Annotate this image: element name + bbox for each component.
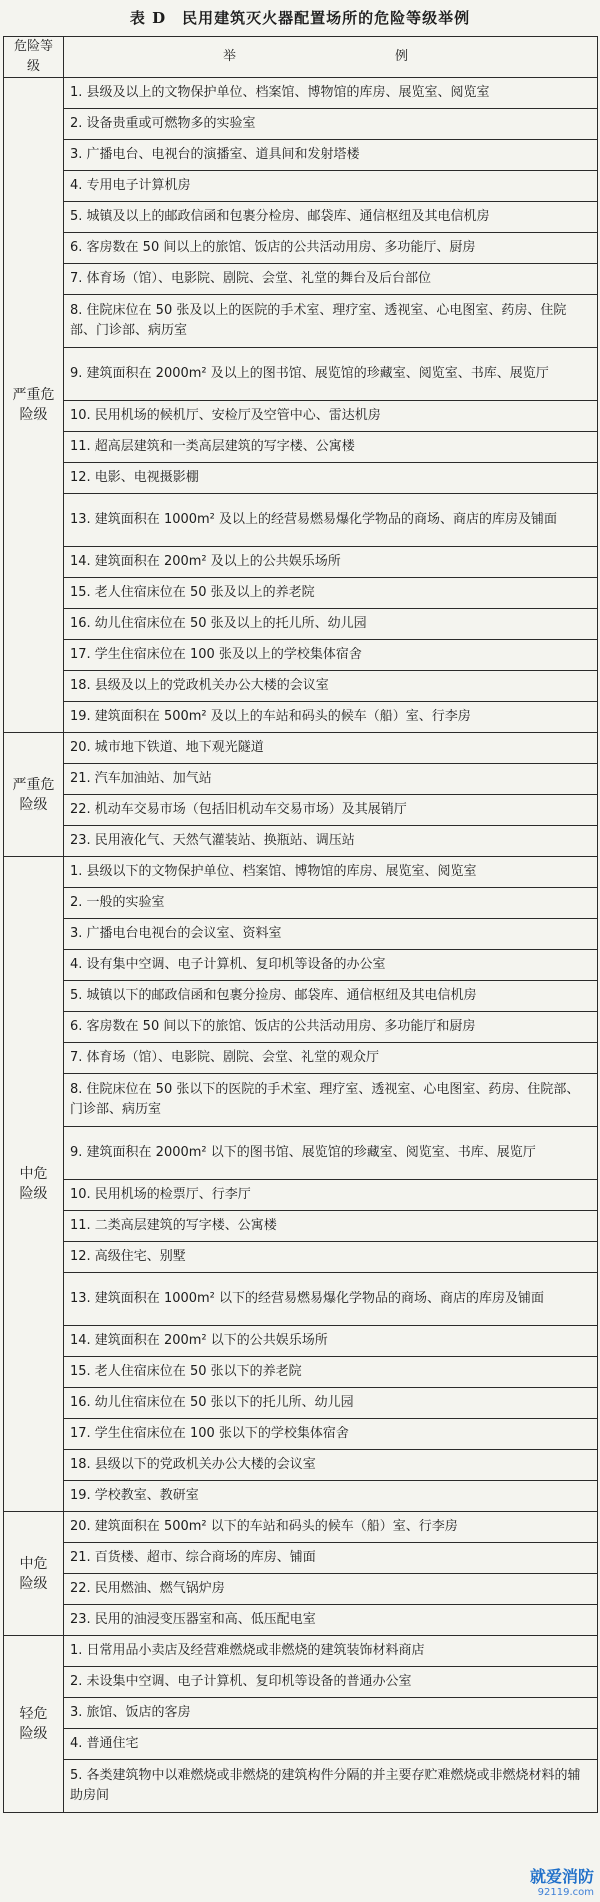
example-cell: 17. 学生住宿床位在 100 张以下的学校集体宿舍 xyxy=(64,1419,598,1450)
table-title: 表 D 民用建筑灭火器配置场所的危险等级举例 xyxy=(129,9,471,27)
example-cell: 22. 民用燃油、燃气锅炉房 xyxy=(64,1574,598,1605)
example-cell: 19. 学校教室、教研室 xyxy=(64,1481,598,1512)
example-cell: 3. 广播电台电视台的会议室、资料室 xyxy=(64,919,598,950)
header-hazard-level: 危险等级 xyxy=(4,37,64,78)
example-cell: 8. 住院床位在 50 张及以上的医院的手术室、理疗室、透视室、心电图室、药房、住院部、门诊部、病历室 xyxy=(64,295,598,348)
table-row xyxy=(4,1450,598,1481)
example-cell: 10. 民用机场的检票厅、行李厅 xyxy=(64,1180,598,1211)
table-row xyxy=(4,1481,598,1512)
table-body xyxy=(4,78,598,1813)
table-row xyxy=(4,671,598,702)
table-row xyxy=(4,233,598,264)
example-cell: 4. 普通住宅 xyxy=(64,1729,598,1760)
table-row xyxy=(4,401,598,432)
example-cell: 21. 汽车加油站、加气站 xyxy=(64,764,598,795)
table-row xyxy=(4,1242,598,1273)
table-row xyxy=(4,1574,598,1605)
example-cell: 20. 建筑面积在 500m² 以下的车站和码头的候车（船）室、行李房 xyxy=(64,1512,598,1543)
example-cell: 11. 二类高层建筑的写字楼、公寓楼 xyxy=(64,1211,598,1242)
table-row xyxy=(4,1512,598,1543)
table-row xyxy=(4,733,598,764)
example-cell: 16. 幼儿住宿床位在 50 张及以上的托儿所、幼儿园 xyxy=(64,609,598,640)
table-row xyxy=(4,1211,598,1242)
example-cell: 2. 设备贵重或可燃物多的实验室 xyxy=(64,109,598,140)
table-row xyxy=(4,826,598,857)
example-cell: 2. 一般的实验室 xyxy=(64,888,598,919)
table-row xyxy=(4,795,598,826)
table-row xyxy=(4,171,598,202)
example-cell: 7. 体育场（馆）、电影院、剧院、会堂、礼堂的舞台及后台部位 xyxy=(64,264,598,295)
table-row xyxy=(4,888,598,919)
example-cell: 16. 幼儿住宿床位在 50 张以下的托儿所、幼儿园 xyxy=(64,1388,598,1419)
watermark-url: 92119.com xyxy=(537,1887,594,1898)
hazard-level-cell: 严重危 险级 xyxy=(4,733,64,857)
example-cell: 15. 老人住宿床位在 50 张及以上的养老院 xyxy=(64,578,598,609)
example-cell: 6. 客房数在 50 间以下的旅馆、饭店的公共活动用房、多功能厅和厨房 xyxy=(64,1012,598,1043)
example-cell: 5. 城镇及以上的邮政信函和包裹分检房、邮袋库、通信枢纽及其电信机房 xyxy=(64,202,598,233)
watermark-logo xyxy=(530,1864,594,1898)
example-cell: 21. 百货楼、超市、综合商场的库房、铺面 xyxy=(64,1543,598,1574)
example-cell: 5. 各类建筑物中以难燃烧或非燃烧的建筑构件分隔的并主要存贮难燃烧或非燃烧材料的辅助房间 xyxy=(64,1760,598,1813)
example-cell: 9. 建筑面积在 2000m² 以下的图书馆、展览馆的珍藏室、阅览室、书库、展览厅 xyxy=(64,1127,598,1180)
table-row xyxy=(4,764,598,795)
example-cell: 11. 超高层建筑和一类高层建筑的写字楼、公寓楼 xyxy=(64,432,598,463)
example-cell: 3. 广播电台、电视台的演播室、道具间和发射塔楼 xyxy=(64,140,598,171)
table-row xyxy=(4,264,598,295)
table-row xyxy=(4,1636,598,1667)
example-cell: 13. 建筑面积在 1000m² 以下的经营易燃易爆化学物品的商场、商店的库房及铺面 xyxy=(64,1273,598,1326)
example-cell: 3. 旅馆、饭店的客房 xyxy=(64,1698,598,1729)
table-row xyxy=(4,981,598,1012)
table-row xyxy=(4,1012,598,1043)
table-row xyxy=(4,1043,598,1074)
table-row xyxy=(4,463,598,494)
example-cell: 23. 民用液化气、天然气灌装站、换瓶站、调压站 xyxy=(64,826,598,857)
table-row xyxy=(4,609,598,640)
header-examples: 举 例 xyxy=(64,37,598,78)
table-row xyxy=(4,1326,598,1357)
table-row xyxy=(4,494,598,547)
table-row xyxy=(4,857,598,888)
table-row xyxy=(4,1729,598,1760)
table-row xyxy=(4,1074,598,1127)
example-cell: 14. 建筑面积在 200m² 以下的公共娱乐场所 xyxy=(64,1326,598,1357)
example-cell: 1. 日常用品小卖店及经营难燃烧或非燃烧的建筑装饰材料商店 xyxy=(64,1636,598,1667)
table-row xyxy=(4,1698,598,1729)
table-row xyxy=(4,1760,598,1813)
example-cell: 17. 学生住宿床位在 100 张及以上的学校集体宿舍 xyxy=(64,640,598,671)
table-row xyxy=(4,432,598,463)
example-cell: 4. 专用电子计算机房 xyxy=(64,171,598,202)
table-row xyxy=(4,295,598,348)
example-cell: 1. 县级及以上的文物保护单位、档案馆、博物馆的库房、展览室、阅览室 xyxy=(64,78,598,109)
table-row xyxy=(4,547,598,578)
example-cell: 22. 机动车交易市场（包括旧机动车交易市场）及其展销厅 xyxy=(64,795,598,826)
table-row xyxy=(4,702,598,733)
table-row xyxy=(4,1419,598,1450)
example-cell: 13. 建筑面积在 1000m² 及以上的经营易燃易爆化学物品的商场、商店的库房及铺面 xyxy=(64,494,598,547)
table-row xyxy=(4,202,598,233)
example-cell: 15. 老人住宿床位在 50 张以下的养老院 xyxy=(64,1357,598,1388)
example-cell: 7. 体育场（馆）、电影院、剧院、会堂、礼堂的观众厅 xyxy=(64,1043,598,1074)
table-row xyxy=(4,140,598,171)
table-row xyxy=(4,578,598,609)
example-cell: 19. 建筑面积在 500m² 及以上的车站和码头的候车（船）室、行李房 xyxy=(64,702,598,733)
example-cell: 18. 县级及以上的党政机关办公大楼的会议室 xyxy=(64,671,598,702)
table-header-row xyxy=(4,37,598,78)
hazard-level-cell: 轻危 险级 xyxy=(4,1636,64,1813)
table-row xyxy=(4,1388,598,1419)
example-cell: 23. 民用的油浸变压器室和高、低压配电室 xyxy=(64,1605,598,1636)
table-row xyxy=(4,1543,598,1574)
table-row xyxy=(4,348,598,401)
example-cell: 18. 县级以下的党政机关办公大楼的会议室 xyxy=(64,1450,598,1481)
hazard-level-cell: 中危 险级 xyxy=(4,857,64,1512)
hazard-level-cell: 严重危 险级 xyxy=(4,78,64,733)
table-row xyxy=(4,1667,598,1698)
watermark-name: 就爱消防 xyxy=(529,1867,594,1886)
table-row xyxy=(4,950,598,981)
example-cell: 1. 县级以下的文物保护单位、档案馆、博物馆的库房、展览室、阅览室 xyxy=(64,857,598,888)
hazard-level-table xyxy=(3,36,598,1813)
example-cell: 9. 建筑面积在 2000m² 及以上的图书馆、展览馆的珍藏室、阅览室、书库、展览厅 xyxy=(64,348,598,401)
table-row xyxy=(4,919,598,950)
table-row xyxy=(4,109,598,140)
example-cell: 10. 民用机场的候机厅、安检厅及空管中心、雷达机房 xyxy=(64,401,598,432)
example-cell: 14. 建筑面积在 200m² 及以上的公共娱乐场所 xyxy=(64,547,598,578)
table-row xyxy=(4,1273,598,1326)
hazard-level-cell: 中危 险级 xyxy=(4,1512,64,1636)
example-cell: 6. 客房数在 50 间以上的旅馆、饭店的公共活动用房、多功能厅、厨房 xyxy=(64,233,598,264)
example-cell: 8. 住院床位在 50 张以下的医院的手术室、理疗室、透视室、心电图室、药房、住院部、门诊部、病历室 xyxy=(64,1074,598,1127)
example-cell: 2. 未设集中空调、电子计算机、复印机等设备的普通办公室 xyxy=(64,1667,598,1698)
table-row xyxy=(4,1180,598,1211)
example-cell: 12. 电影、电视摄影棚 xyxy=(64,463,598,494)
example-cell: 12. 高级住宅、别墅 xyxy=(64,1242,598,1273)
table-row xyxy=(4,1357,598,1388)
table-row xyxy=(4,1127,598,1180)
table-row xyxy=(4,78,598,109)
table-row xyxy=(4,640,598,671)
example-cell: 4. 设有集中空调、电子计算机、复印机等设备的办公室 xyxy=(64,950,598,981)
example-cell: 5. 城镇以下的邮政信函和包裹分捡房、邮袋库、通信枢纽及其电信机房 xyxy=(64,981,598,1012)
example-cell: 20. 城市地下铁道、地下观光隧道 xyxy=(64,733,598,764)
table-row xyxy=(4,1605,598,1636)
